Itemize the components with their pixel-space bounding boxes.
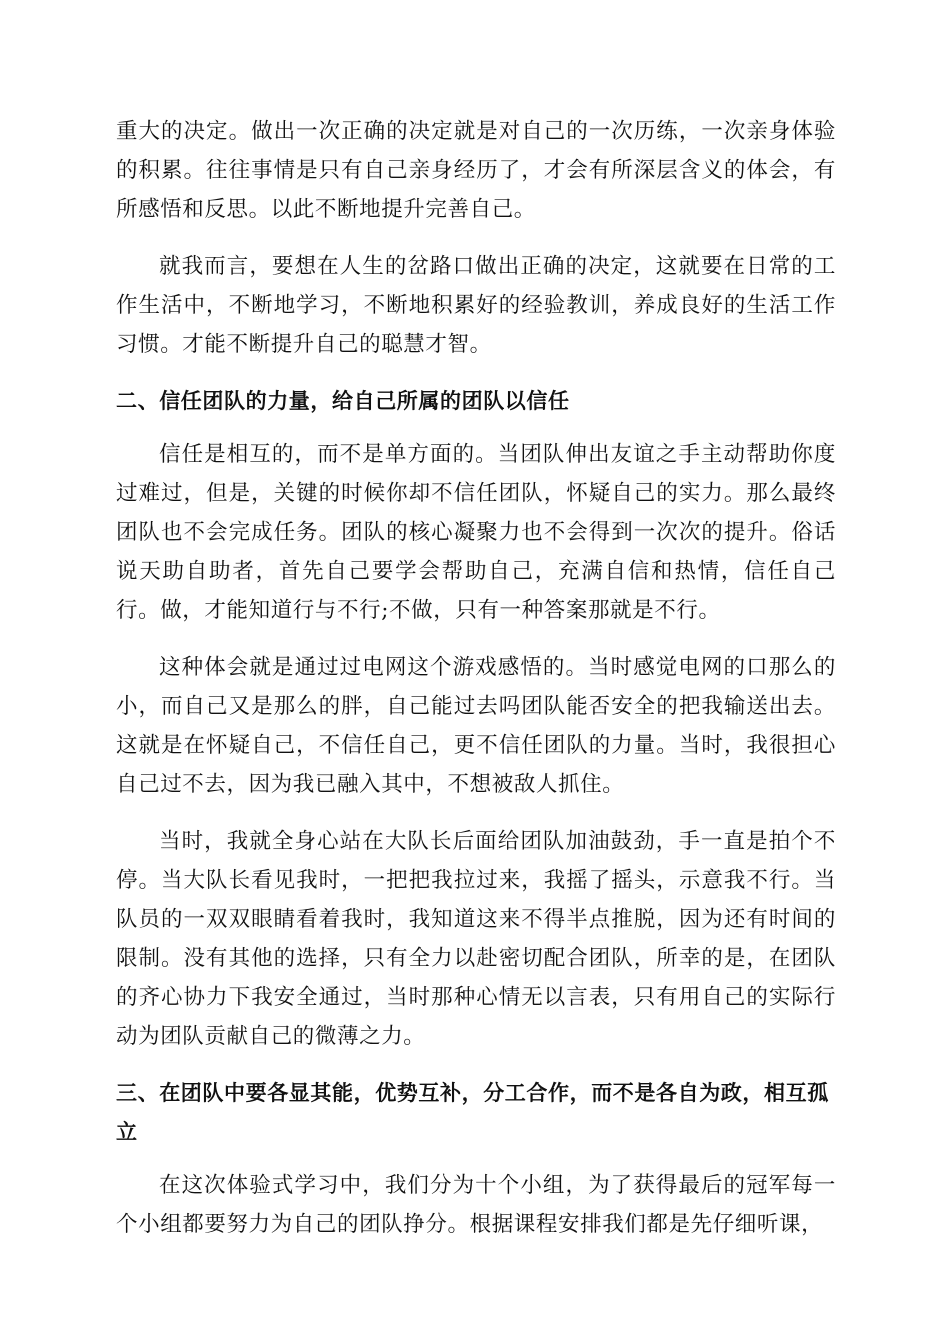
paragraph-3: 信任是相互的，而不是单方面的。当团队伸出友谊之手主动帮助你度过难过，但是，关键的时候你却不信任团队，怀疑自己的实力。那么最终团队也不会完成任务。团队的核心凝聚力也不会得到一次次的提升。俗话说天助自助者，首先自己要学会帮助自己，充满自信和热情，信任自己行。做，才能知道行与不行;不做，只有一种答案那就是不行。 [116,442,836,623]
section-heading-2: 二、信任团队的力量，给自己所属的团队以信任 [116,389,570,413]
paragraph-5: 当时，我就全身心站在大队长后面给团队加油鼓劲，手一直是拍个不停。当大队长看见我时，一把把我拉过来，我摇了摇头，示意我不行。当队员的一双双眼睛看着我时，我知道这来不得半点推脱，因为还有时间的限制。没有其他的选择，只有全力以赴密切配合团队，所幸的是，在团队的齐心协力下我安全通过，当时那种心情无以言表，只有用自己的实际行动为团队贡献自己的微薄之力。 [116,829,836,1049]
paragraph-6: 在这次体验式学习中，我们分为十个小组，为了获得最后的冠军每一个小组都要努力为自己的团队挣分。根据课程安排我们都是先仔细听课， [116,1173,836,1237]
paragraph-4: 这种体会就是通过过电网这个游戏感悟的。当时感觉电网的口那么的小，而自己又是那么的胖，自己能过去吗团队能否安全的把我输送出去。这就是在怀疑自己，不信任自己，更不信任团队的力量。当时，我很担心自己过不去，因为我已融入其中，不想被敌人抓住。 [116,655,836,797]
paragraph-1: 重大的决定。做出一次正确的决定就是对自己的一次历练，一次亲身体验的积累。往往事情是只有自己亲身经历了，才会有所深层含义的体会，有所感悟和反思。以此不断地提升完善自己。 [116,119,836,222]
section-heading-3: 三、在团队中要各显其能，优势互补，分工合作，而不是各自为政，相互孤立 [116,1081,829,1144]
paragraph-2: 就我而言，要想在人生的岔路口做出正确的决定，这就要在日常的工作生活中，不断地学习，不断地积累好的经验教训，养成良好的生活工作习惯。才能不断提升自己的聪慧才智。 [116,254,836,357]
document-body [116,112,836,1262]
